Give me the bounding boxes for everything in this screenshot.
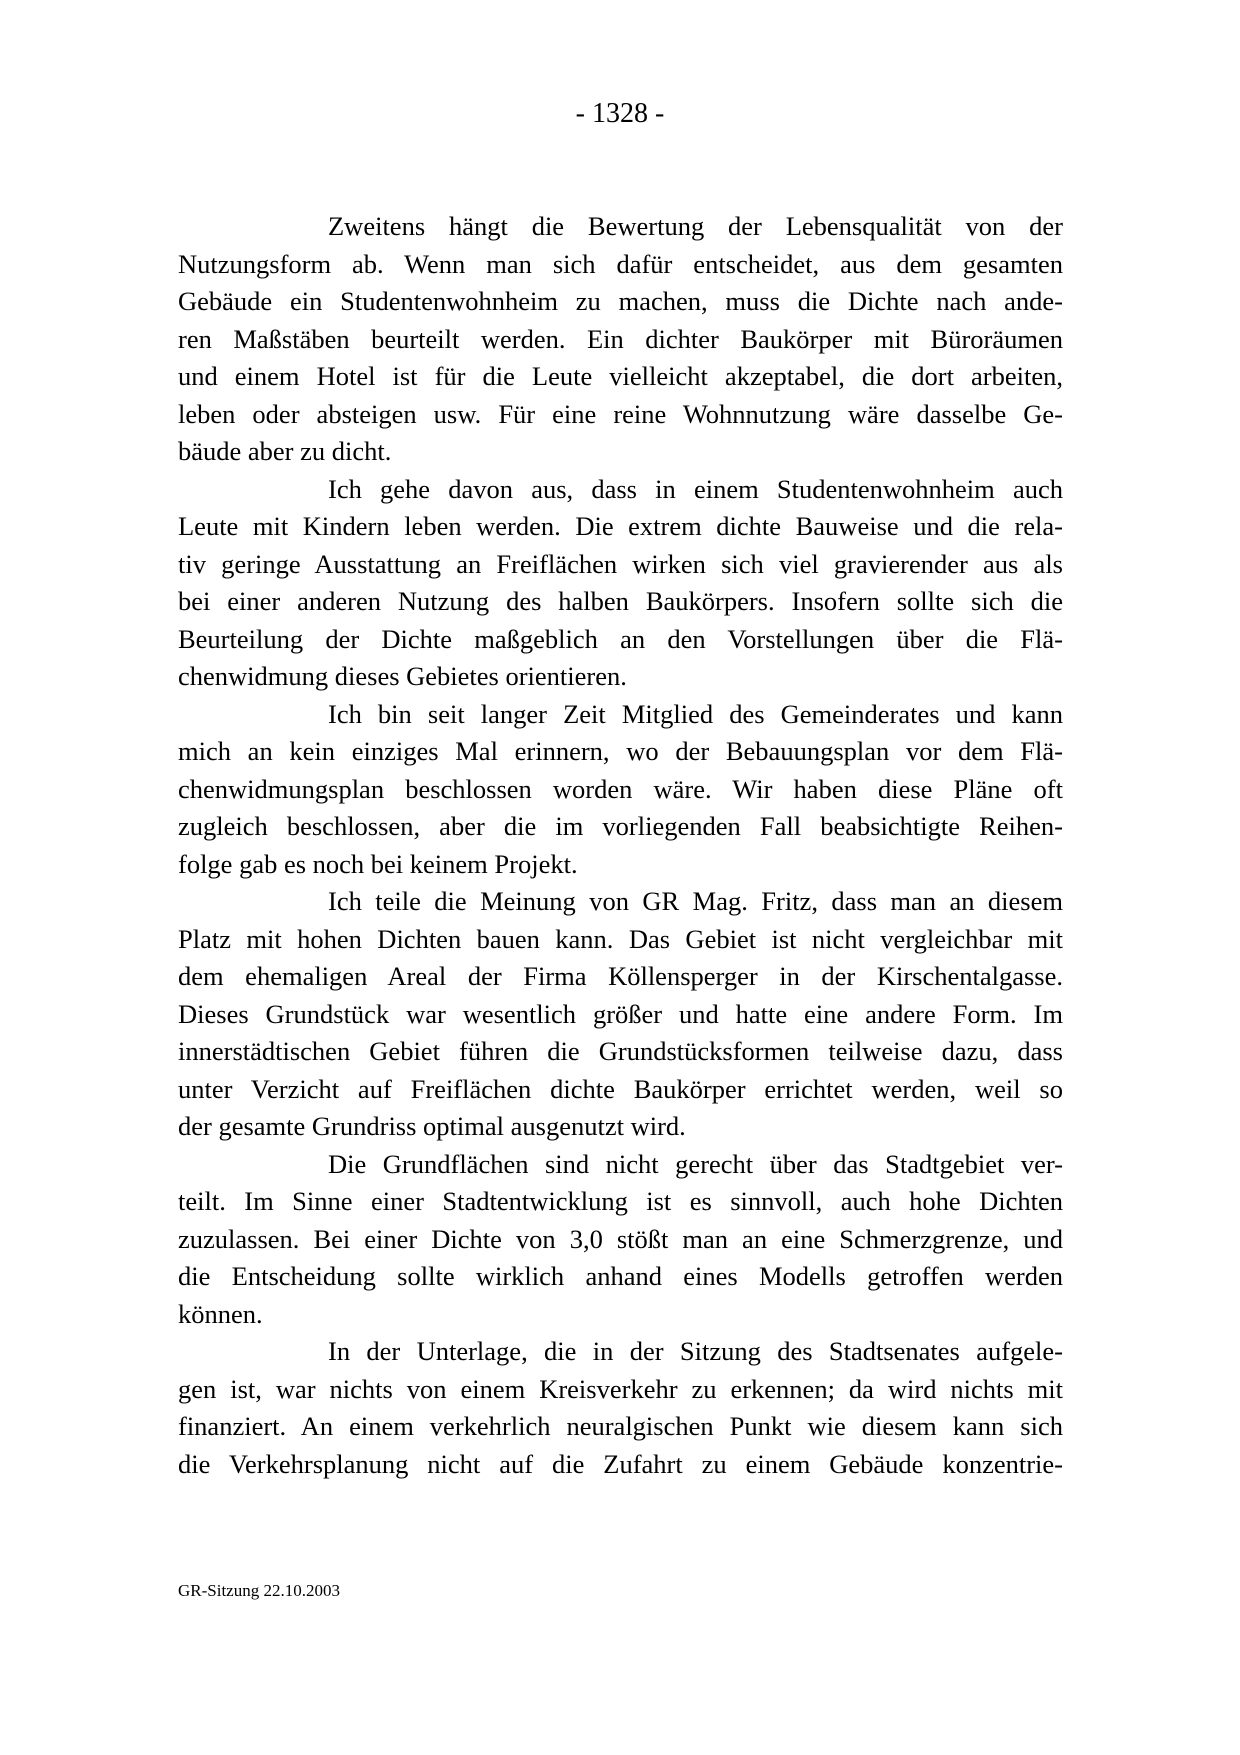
text-line: leben oder absteigen usw. Für eine reine Wohnnutzung wäre dasselbe Ge- bbox=[178, 398, 1063, 429]
text-line: tiv geringe Ausstattung an Freiflächen wirken sich viel gravierender aus als bbox=[178, 548, 1063, 579]
text-line: chenwidmung dieses Gebietes orientieren. bbox=[178, 661, 627, 691]
text-line: Die Grundflächen sind nicht gerecht über das Stadtgebiet ver- bbox=[328, 1148, 1063, 1179]
text-line: die Entscheidung sollte wirklich anhand eines Modells getroffen werden bbox=[178, 1261, 1063, 1291]
text-line: Gebäude ein Studentenwohnheim zu machen, muss die Dichte nach ande- bbox=[178, 286, 1063, 316]
text-line: Zweitens hängt die Bewertung der Lebensqualität von der bbox=[328, 211, 1063, 241]
page-number: - 1328 - bbox=[575, 98, 665, 129]
paragraph-2 bbox=[178, 471, 1063, 696]
paragraph-1 bbox=[178, 208, 1063, 471]
text-line: können. bbox=[178, 1298, 263, 1329]
text-line: Ich bin seit langer Zeit Mitglied des Gemeinderates und kann bbox=[328, 698, 1063, 729]
paragraph-6 bbox=[178, 1333, 1063, 1483]
paragraph-4 bbox=[178, 883, 1063, 1146]
text-line: Ich teile die Meinung von GR Mag. Fritz, dass man an diesem bbox=[328, 886, 1063, 916]
text-line: Dieses Grundstück war wesentlich größer und hatte eine andere Form. Im bbox=[178, 998, 1063, 1029]
text-line: zugleich beschlossen, aber die im vorliegenden Fall beabsichtigte Reihen- bbox=[178, 811, 1063, 841]
body-text bbox=[178, 208, 1063, 1483]
text-line: In der Unterlage, die in der Sitzung des Stadtsenates aufgele- bbox=[328, 1336, 1063, 1366]
text-line: der gesamte Grundriss optimal ausgenutzt wird. bbox=[178, 1111, 686, 1141]
text-line: Beurteilung der Dichte maßgeblich an den Vorstellungen über die Flä- bbox=[178, 623, 1063, 654]
text-line: teilt. Im Sinne einer Stadtentwicklung ist es sinnvoll, auch hohe Dichten bbox=[178, 1186, 1063, 1216]
text-line: bäude aber zu dicht. bbox=[178, 436, 392, 466]
text-line: die Verkehrsplanung nicht auf die Zufahrt zu einem Gebäude konzentrie- bbox=[178, 1448, 1063, 1479]
page-footer: GR-Sitzung 22.10.2003 bbox=[178, 1581, 340, 1600]
text-line: innerstädtischen Gebiet führen die Grundstücksformen teilweise dazu, dass bbox=[178, 1036, 1063, 1066]
paragraph-3 bbox=[178, 696, 1063, 884]
text-line: dem ehemaligen Areal der Firma Köllensperger in der Kirschentalgasse. bbox=[178, 961, 1063, 991]
text-line: finanziert. An einem verkehrlich neuralgischen Punkt wie diesem kann sich bbox=[178, 1411, 1063, 1441]
text-line: unter Verzicht auf Freiflächen dichte Baukörper errichtet werden, weil so bbox=[178, 1073, 1063, 1104]
text-line: zuzulassen. Bei einer Dichte von 3,0 stößt man an eine Schmerzgrenze, und bbox=[178, 1223, 1063, 1254]
text-line: mich an kein einziges Mal erinnern, wo der Bebauungsplan vor dem Flä- bbox=[178, 736, 1063, 766]
text-line: Nutzungsform ab. Wenn man sich dafür entscheidet, aus dem gesamten bbox=[178, 248, 1063, 279]
text-line: gen ist, war nichts von einem Kreisverkehr zu erkennen; da wird nichts mit bbox=[178, 1373, 1063, 1404]
paragraph-5 bbox=[178, 1146, 1063, 1334]
text-line: chenwidmungsplan beschlossen worden wäre. Wir haben diese Pläne oft bbox=[178, 773, 1063, 804]
text-line: Leute mit Kindern leben werden. Die extrem dichte Bauweise und die rela- bbox=[178, 511, 1063, 541]
text-line: Ich gehe davon aus, dass in einem Studentenwohnheim auch bbox=[328, 473, 1063, 504]
text-line: Platz mit hohen Dichten bauen kann. Das Gebiet ist nicht vergleichbar mit bbox=[178, 923, 1063, 954]
text-line: und einem Hotel ist für die Leute vielleicht akzeptabel, die dort arbeiten, bbox=[178, 361, 1063, 391]
text-line: folge gab es noch bei keinem Projekt. bbox=[178, 848, 578, 879]
text-line: ren Maßstäben beurteilt werden. Ein dichter Baukörper mit Büroräumen bbox=[178, 323, 1063, 354]
text-line: bei einer anderen Nutzung des halben Baukörpers. Insofern sollte sich die bbox=[178, 586, 1063, 616]
